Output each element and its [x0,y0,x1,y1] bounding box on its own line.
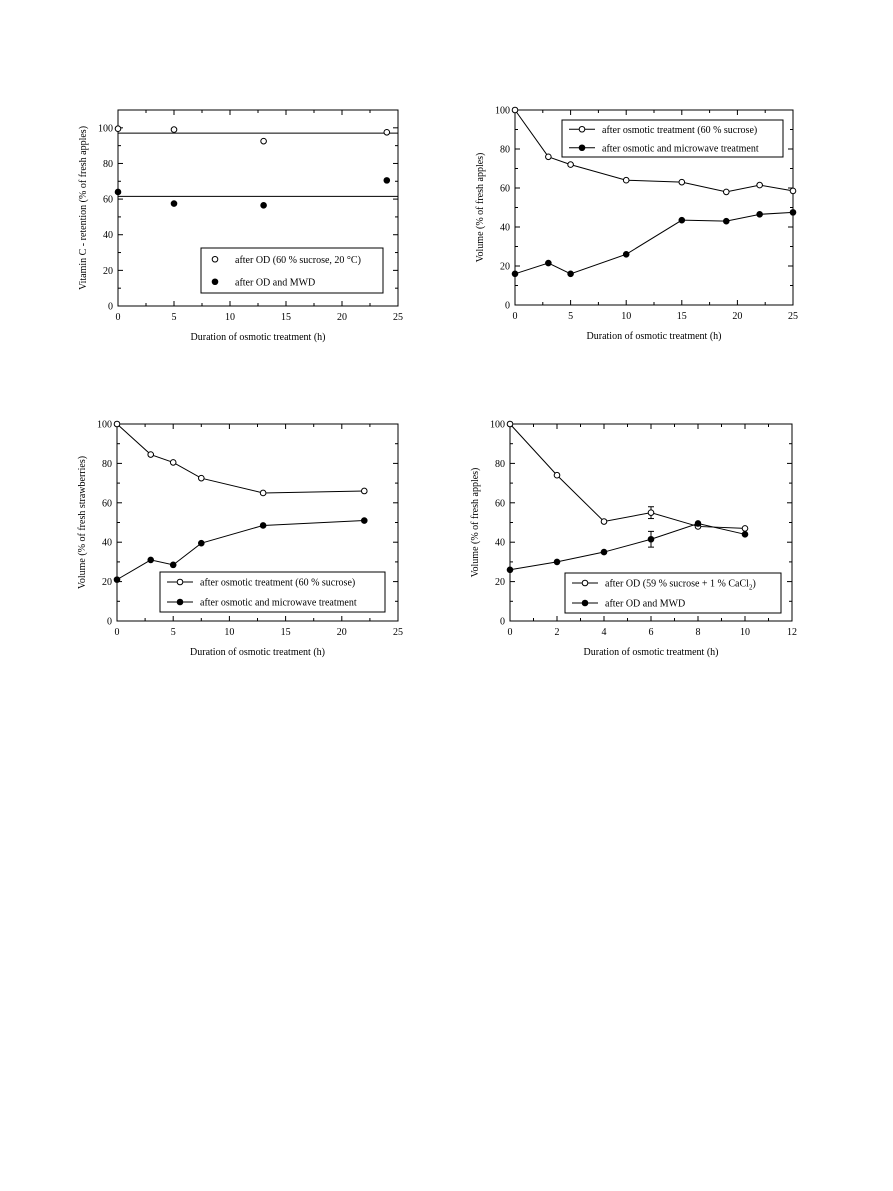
y-tick-label: 40 [500,222,510,234]
y-axis-label: Volume (% of fresh apples) [475,152,486,263]
legend-label: after OD and MWD [605,598,686,610]
x-tick-label: 8 [695,627,701,638]
legend-marker [579,145,585,151]
y-tick-label: 40 [103,230,113,242]
legend-label: after OD (59 % sucrose + 1 % CaCl$_2$) [605,578,756,592]
x-tick-label: 10 [740,627,750,638]
data-point [623,177,629,183]
series-line [117,521,364,580]
data-point [554,559,560,565]
data-point [199,475,205,481]
data-point [261,138,267,144]
data-point [742,526,748,532]
x-axis-label: Duration of osmotic treatment (h) [586,331,722,342]
data-point [148,557,154,563]
legend-label: after osmotic and microwave treatment [602,143,759,155]
y-tick-label: 20 [102,577,112,589]
data-point [648,536,654,542]
x-axis-label: Duration of osmotic treatment (h) [190,332,326,343]
data-point [723,218,729,224]
y-tick-label: 100 [98,123,113,135]
x-tick-label: 0 [507,627,513,638]
x-tick-label: 4 [601,627,607,638]
data-point [115,189,121,195]
data-point [568,271,574,277]
legend-entry-1 [212,255,361,266]
legend-marker [177,579,183,585]
series-line [117,424,364,493]
data-point [512,107,518,113]
series-line [515,212,793,273]
series-2 [507,521,748,573]
legend-marker [582,580,588,586]
y-tick-label: 40 [495,537,505,549]
data-point [790,188,796,194]
data-point [790,210,796,216]
data-point [384,129,390,135]
legend-marker [212,256,218,262]
data-point [679,217,685,223]
data-point [601,519,607,525]
data-point [601,549,607,555]
y-tick-label: 20 [495,577,505,589]
legend-label: after osmotic treatment (60 % sucrose) [200,577,356,589]
y-tick-label: 80 [103,158,113,170]
chart-4 [470,420,797,659]
y-axis-label: Volume (% of fresh apples) [470,467,481,578]
legend-label: after OD (60 % sucrose, 20 °C) [235,254,361,266]
data-point [361,488,367,494]
series-line [510,424,745,528]
x-tick-label: 12 [787,627,797,638]
y-tick-label: 0 [107,616,112,628]
data-point [507,567,513,573]
series-1 [115,126,389,144]
data-point [114,577,120,583]
legend [562,120,783,157]
data-point [114,421,120,427]
y-tick-label: 0 [108,301,113,313]
data-point [695,521,701,527]
y-tick-label: 100 [97,419,112,431]
x-tick-label: 15 [280,627,291,638]
y-tick-label: 80 [102,458,112,470]
data-point [757,182,763,188]
y-tick-label: 60 [103,194,113,206]
data-point [260,523,266,529]
data-point [546,260,552,266]
data-point [507,421,513,427]
y-tick-label: 20 [103,265,113,277]
data-point [623,252,629,258]
legend-marker [579,126,585,132]
y-tick-label: 0 [500,616,505,628]
x-tick-label: 15 [281,312,291,323]
data-point [757,212,763,218]
data-point [554,472,560,478]
y-tick-label: 60 [500,183,510,195]
data-point [648,510,654,516]
x-tick-label: 15 [676,311,687,322]
data-point [512,271,518,277]
data-point [361,518,367,524]
data-point [199,540,205,546]
legend [201,248,383,293]
x-tick-label: 25 [393,312,403,323]
x-tick-label: 20 [337,312,347,323]
y-tick-label: 80 [500,144,510,156]
x-tick-label: 20 [336,627,347,638]
series-line [510,523,745,569]
data-point [260,490,266,496]
data-point [546,154,552,160]
x-tick-label: 10 [225,312,235,323]
x-tick-label: 5 [568,311,574,322]
y-tick-label: 80 [495,458,505,470]
data-point [115,126,121,132]
x-tick-label: 5 [171,312,177,323]
y-tick-label: 40 [102,537,112,549]
legend-label: after osmotic treatment (60 % sucrose) [602,124,758,136]
series-2 [512,210,796,277]
y-tick-label: 60 [102,498,112,510]
data-point [742,532,748,538]
x-tick-label: 25 [788,311,798,322]
x-axis-label: Duration of osmotic treatment (h) [190,647,325,658]
data-point [568,162,574,168]
data-point [261,203,267,209]
legend-label: after osmotic and microwave treatment [200,597,357,609]
chart-1 [78,110,403,343]
data-point [723,189,729,195]
legend-marker [177,599,183,605]
x-tick-label: 5 [170,627,176,638]
x-tick-label: 2 [554,627,560,638]
y-axis-label: Volume (% of fresh strawberries) [77,455,88,590]
legend [565,573,781,613]
x-axis-label: Duration of osmotic treatment (h) [583,647,719,658]
x-tick-label: 10 [621,311,632,322]
series-2 [115,178,389,209]
chart-2 [475,106,798,343]
data-point [148,452,154,458]
y-tick-label: 100 [495,105,510,117]
y-tick-label: 0 [505,300,510,312]
y-tick-label: 100 [490,419,505,431]
data-point [679,179,685,185]
data-point [170,562,176,568]
data-point [171,127,177,133]
data-point [170,460,176,466]
x-tick-label: 25 [393,627,403,638]
legend [160,572,385,612]
legend-label: after OD and MWD [235,277,316,289]
series-1 [507,421,748,531]
chart-3 [77,420,403,659]
x-tick-label: 6 [648,627,654,638]
y-tick-label: 20 [500,261,510,273]
x-tick-label: 0 [115,312,121,323]
y-axis-label: Vitamin C - retention (% of fresh apples) [78,125,89,291]
legend-marker [582,600,588,606]
data-point [171,201,177,207]
x-tick-label: 0 [512,311,518,322]
x-tick-label: 0 [114,627,120,638]
x-tick-label: 20 [732,311,743,322]
legend-marker [212,279,218,285]
x-tick-label: 10 [224,627,235,638]
series-1 [114,421,367,496]
y-tick-label: 60 [495,498,505,510]
data-point [384,178,390,184]
